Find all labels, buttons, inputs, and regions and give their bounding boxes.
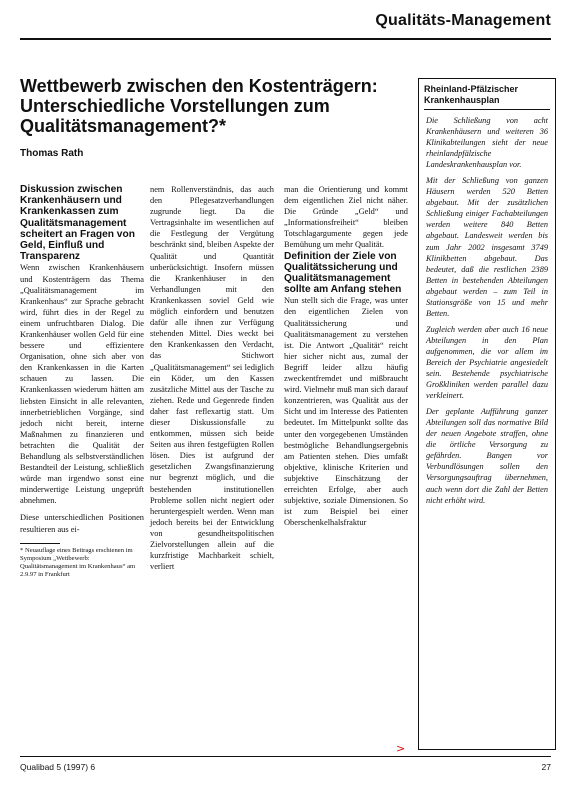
footnote-rule [20,543,60,544]
sidebar-box [418,78,556,750]
sidebar-paragraph: Der geplante Aufführung ganzer Abteilungen soll das normative Bild der neuen Angebote straffen, ohne die örtliche Versorgung zu gefährden. Bangen vor Verbundlösungen sollen den Versorgungsauftrag übernehmen, auch wenn dort die Zahl der Betten nicht erhöht wird. [426,407,548,505]
body-paragraph: nem Rollenverständnis, das auch den Pflegesatzverhandlungen zugrunde liegt. Da die Vertragsinhalte im wesentlichen auf die Festlegung der Vergütung beschränkt sind, bleiben Aspekte der Qualität und Quantität unberücksichtigt. Insofern müssen die Krankenhäuser in den Verhandlungen mit den Krankenkassen soviel Geld wie möglich einfordern und benutzen dafür alle ihnen zur Verfügung stehenden Mittel. Dies weckt bei den Krankenkassen den Verdacht, das Stichwort „Qualitätsmanagement“ sei lediglich ein Köder, um den Kassen zusätzliche Mittel aus der Tasche zu ziehen. Rede und Gegenrede finden daher fast reflexartig statt. Um dieser Diskussionsfalle zu entkommen, müssen sich beide Seiten aus ihren festgefügten Rollen lösen. Dies ist aufgrund der gesetzlichen Zwangsfinanzierung nur begrenzt möglich, und die bestehenden institutionellen Probleme sollen nicht negiert oder heruntergespielt werden. Wenn man jedoch bereits bei der Entwicklung von gesundheitspolitischen Zielvorstellungen allein auf die kurzfristige Machbarkeit schielt, verliert [150,185,274,572]
header-rule [20,38,551,40]
sidebar-rule [424,109,550,110]
body-paragraph: Diese unterschiedlichen Positionen resultieren aus ei- [20,513,144,534]
body-paragraph: man die Orientierung und kommt dem eigentlichen Ziel nicht näher. Die Gründe „Geld“ und „Informationsfreiheit“ bleiben Totschlagargumente gegen jede Bemühung um mehr Qualität. [284,185,408,250]
sidebar-paragraph: Zugleich werden aber auch 16 neue Abteilungen in den Plan aufgenommen, die vor allem im Bereich der Psychiatrie angesiedelt sein. Bestehende psychiatrische Großkliniken werden parallel dazu verkleinert. [426,324,548,401]
lead-paragraph: Diskussion zwischen Krankenhäusern und Krankenkassen zum Qualitätsmanagement scheitert an Fragen von Geld, Einfluß und Transparenz [20,184,135,263]
continue-arrow-icon: > [396,742,406,755]
column-2 [150,184,274,572]
subheading: Definition der Ziele von Qualitätssicherung und Qualitätsmanagement sollte am Anfang stehen [284,250,402,296]
article-title: Wettbewerb zwischen den Kostenträgern: Unterschiedliche Vorstellungen zum Qualitätsmanagement?* [20,76,378,136]
section-tag: Qualitäts-Management [375,12,551,29]
column-1 [20,184,144,579]
page-number: 27 [541,762,551,772]
sidebar-paragraph: Mit der Schließung von ganzen Häusern werden 520 Betten abgebaut. Mit der zusätzlichen Schließung einiger Fachabteilungen werden weitere 840 Betten abgebaut. Landesweit werden bis zum Jahr 2002 insgesamt 3749 Klinikbetten abgebaut. Das bedeutet, daß die restlichen 2389 Betten in bestehenden Abteilungen abgebaut werden – zum Teil in Stationsgröße von 15 und mehr Betten. [426,176,548,318]
sidebar-body [426,115,548,511]
footer-rule [20,756,551,757]
body-paragraph: Wenn zwischen Krankenhäusern und Kostenträgern das Thema „Qualitätsmanagement im Krankenhaus“ zur Sprache gebracht wird, führt dies in der Regel zu einem unfruchtbaren Dialog. Die Krankenhäuser wollen Geld für eine bessere und effizientere Organisation, ohne sich aber von den Krankenkassen in die Karten schauen zu lassen. Die Krankenkassen wiederum hätten am liebsten Einsicht in alle relevanten, innerbetrieblichen Vorgänge, sind jedoch nicht bereit, interne Maßnahmen zu finanzieren und betrachten die Qualität der Behandlung als selbstverständlichen Bestandteil der Leistung, schließlich würde man irgendwo sonst eine minderwertige Leistung ungeprüft abnehmen. [20,263,144,506]
footer-publication: Qualibad 5 (1997) 6 [20,762,96,772]
footnote: * Neuauflage eines Beitrags erschienen im Symposium „Wettbewerb: Qualitätsmanagement im Krankenhaus“ am 2.9.97 in Frankfurt [20,546,136,578]
sidebar-paragraph: Die Schließung von acht Krankenhäusern und weiteren 36 Klinikabteilungen sieht der neue rheinlandpfälzische Landeskrankenhausplan vor. [426,116,548,170]
sidebar-title: Rheinland-Pfälzischer Krankenhausplan [424,84,519,105]
body-paragraph: Nun stellt sich die Frage, was unter den eigentlichen Zielen von Qualitätssicherung und Qualitätsmanagement zu verstehen ist. Die Antwort „Qualität“ reicht hier sicher nicht aus, zumal der Begriff leider allzu häufig zweckentfremdet und mißbraucht wird. Vielmehr muß man sich darauf konzentrieren, was Qualität aus der Sicht und im Interesse des Patienten bedeutet. Im Mittelpunkt sollte das unter den vorgegebenen Umständen bestmögliche Behandlungsergebnis am Patienten stehen. Dies umfaßt objektive, klinische Kriterien und subjektive Einschätzung der erreichten Erfolge, aber auch subjektive, soziale Dimensionen. So ist zum Beispiel bei einer Oberschenkelhalsfraktur [284,296,408,528]
column-3 [284,184,408,528]
author-name: Thomas Rath [20,148,84,159]
